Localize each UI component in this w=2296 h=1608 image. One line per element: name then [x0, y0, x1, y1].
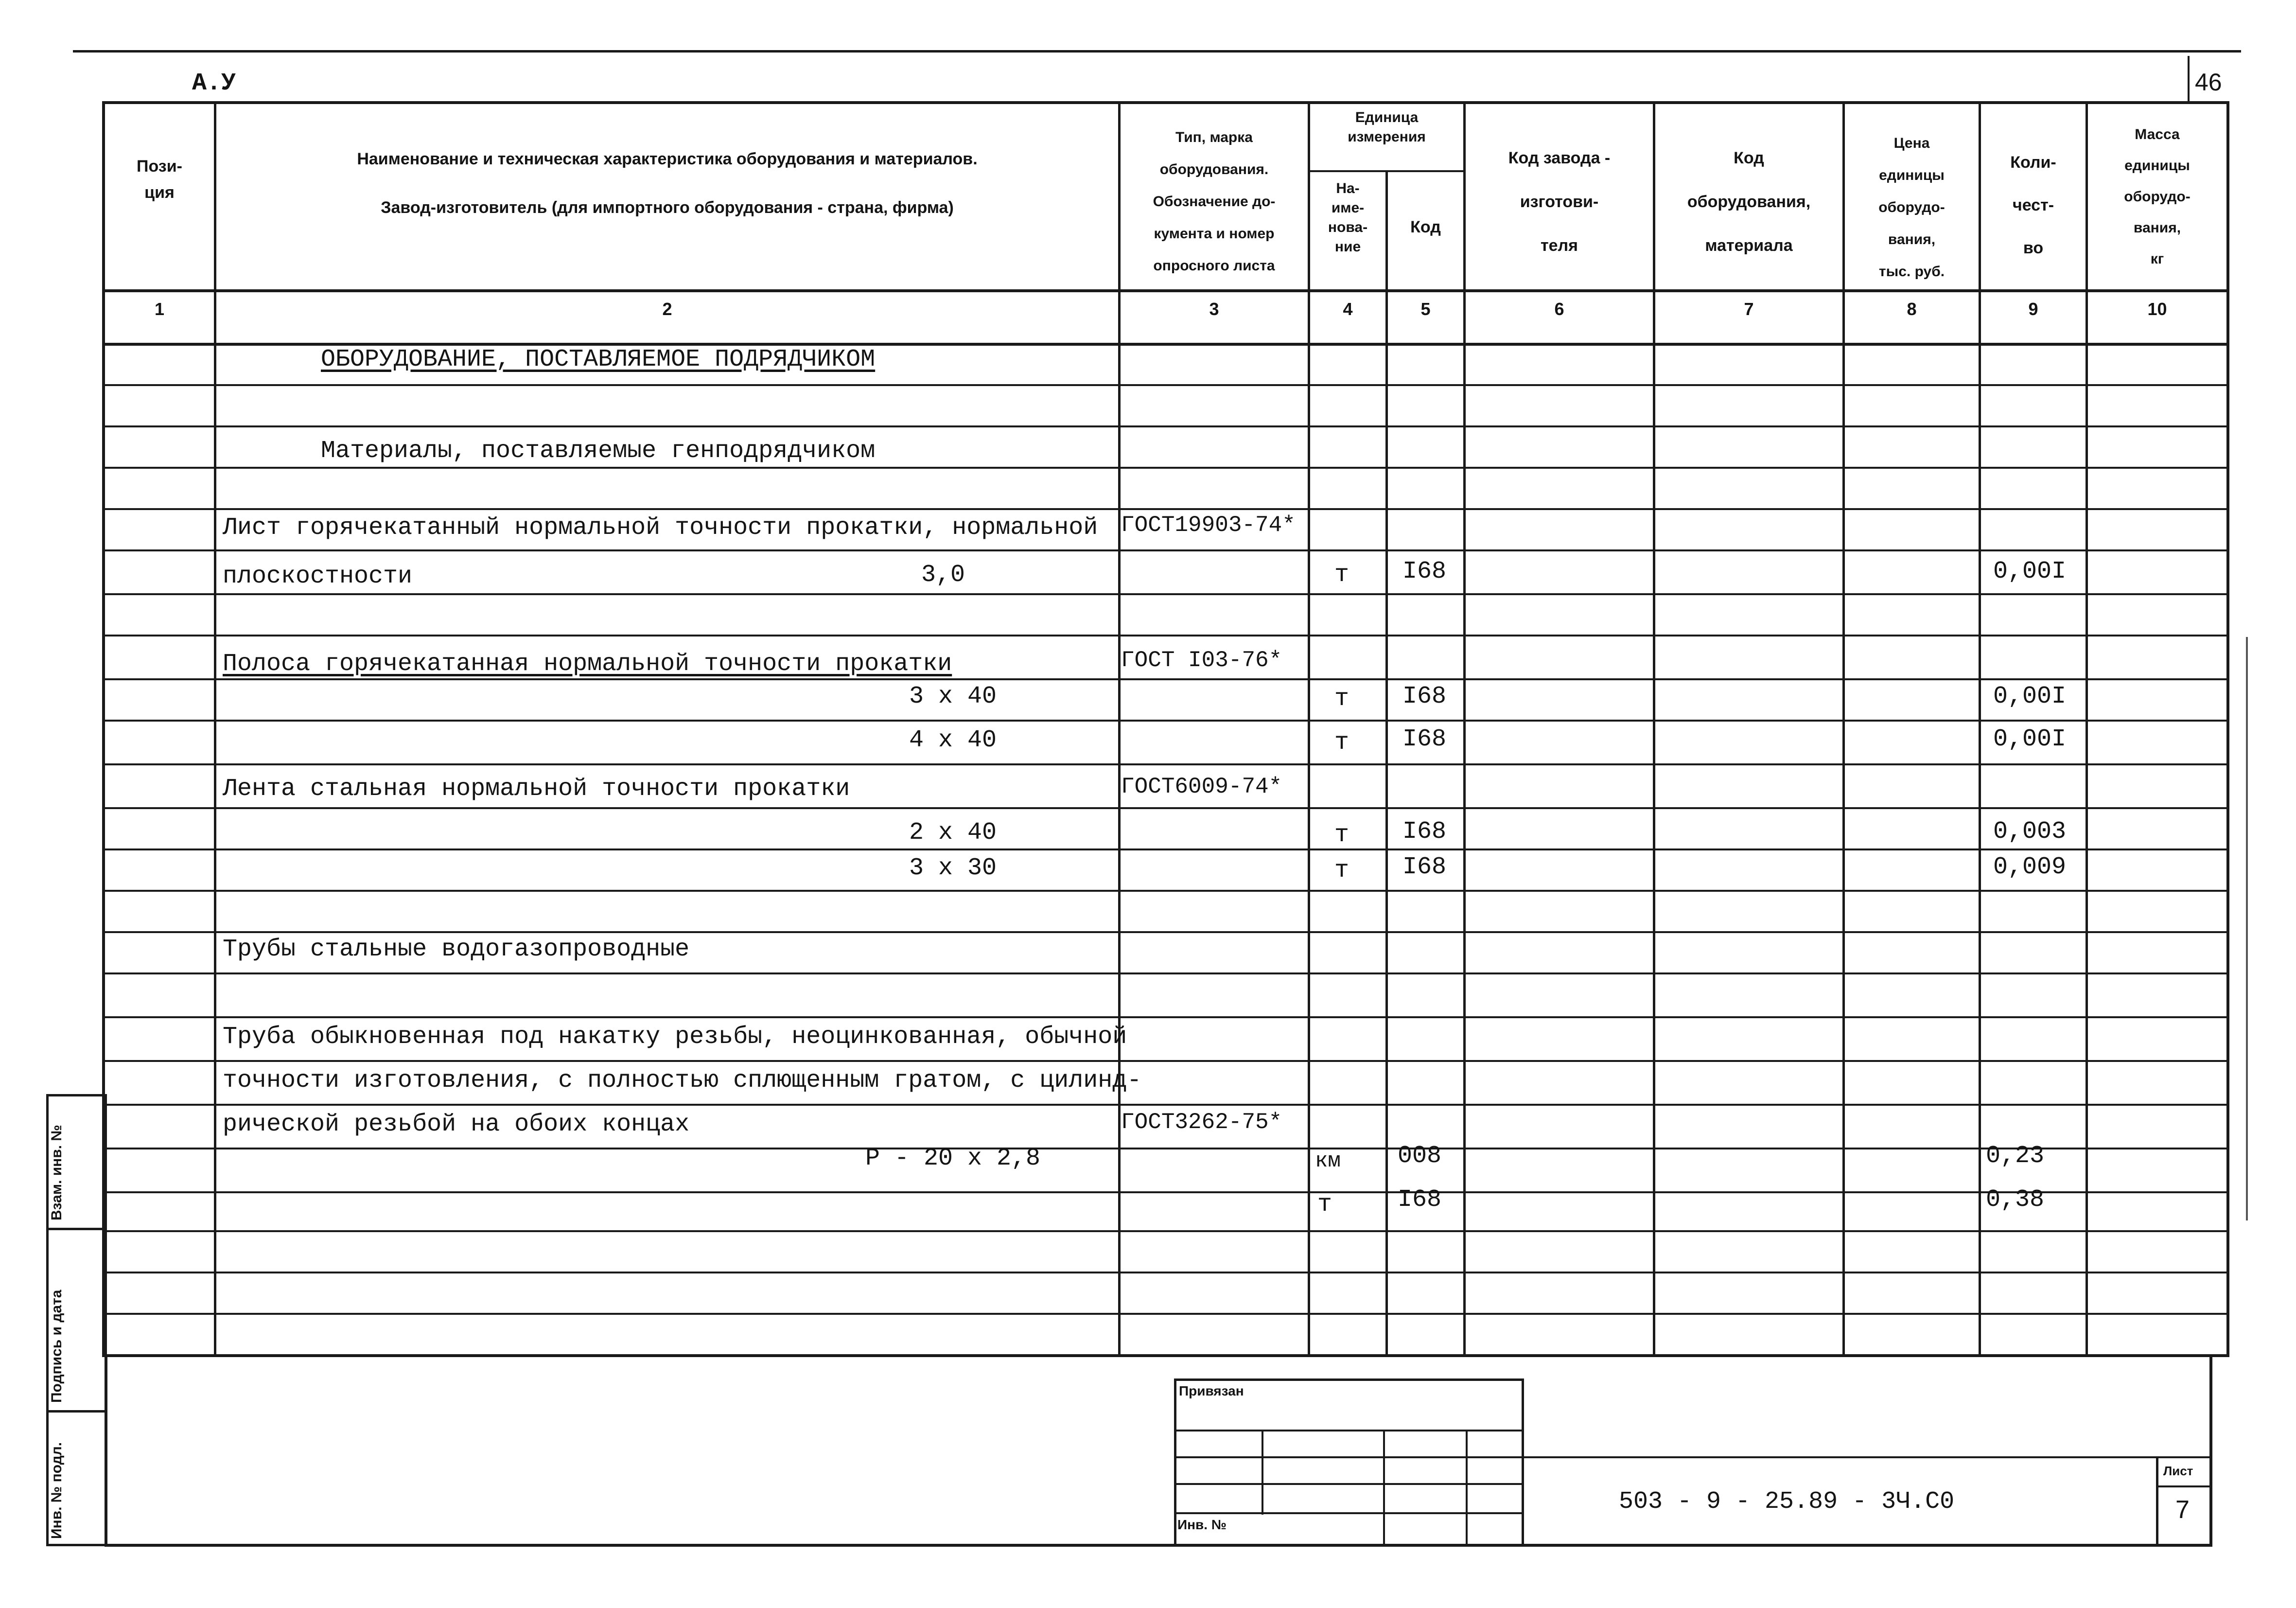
header-type: Тип, марка оборудования. Обозначение до- кумента и номер опросного листа: [1153, 129, 1276, 274]
item-quantity: 0,00I: [1993, 558, 2067, 585]
item-document: ГОСТ6009-74*: [1121, 774, 1282, 799]
column-number-7: 7: [1744, 299, 1754, 319]
item-quantity: 0,003: [1993, 818, 2067, 846]
item-quantity: 0,009: [1993, 853, 2067, 881]
subsection-title: Материалы, поставляемые генподрядчиком: [321, 437, 876, 465]
item-unit-code: I68: [1402, 725, 1447, 753]
item-unit: т: [1334, 821, 1350, 849]
top-rule: [73, 50, 2241, 53]
corner-mark: А.У: [192, 70, 236, 97]
item-unit-code: I68: [1402, 818, 1447, 846]
item-unit: т: [1334, 857, 1350, 884]
item-document: ГОСТ I03-76*: [1121, 648, 1282, 673]
item-size: 2 х 40: [909, 819, 997, 847]
item-size: 4 х 40: [909, 726, 997, 754]
header-factory-code: Код завода - изготови- теля: [1508, 149, 1611, 255]
item-document: ГОСТ3262-75*: [1121, 1110, 1282, 1135]
header-price: Цена единицы оборудо- вания, тыс. руб.: [1878, 135, 1945, 280]
item-name: плоскостности: [223, 563, 413, 590]
item-name: Полоса горячекатанная нормальной точности прокатки: [223, 650, 952, 678]
item-unit-code: 008: [1398, 1142, 1442, 1170]
item-unit: т: [1317, 1191, 1332, 1219]
item-size: Р - 20 х 2,8: [865, 1145, 1041, 1172]
column-number-1: 1: [154, 299, 165, 319]
column-number-4: 4: [1343, 299, 1353, 319]
side-label-inv-podl: Инв. № подл.: [49, 1442, 65, 1539]
privyazan-label: Привязан: [1179, 1383, 1244, 1398]
item-name: Труба обыкновенная под накатку резьбы, неоцинкованная, обычной: [223, 1023, 1127, 1051]
item-name: точности изготовления, с полностью сплющенным гратом, с цилинд-: [223, 1067, 1142, 1095]
header-unit-group: Единица измерения: [1348, 109, 1426, 145]
column-number-8: 8: [1907, 299, 1917, 319]
column-number-3: 3: [1209, 299, 1219, 319]
column-number-6: 6: [1554, 299, 1564, 319]
header-material-code: Код оборудования, материала: [1687, 149, 1811, 255]
header-mass: Масса единицы оборудо- вания, кг: [2124, 126, 2191, 267]
item-size: 3 х 30: [909, 854, 997, 882]
column-number-5: 5: [1420, 299, 1431, 319]
item-unit: км: [1315, 1149, 1341, 1173]
header-name-line2: Завод-изготовитель (для импортного оборудования - страна, фирма): [381, 198, 954, 217]
item-unit: т: [1334, 729, 1350, 757]
page-number: 46: [2195, 69, 2222, 96]
column-number-9: 9: [2028, 299, 2038, 319]
item-group-title: Трубы стальные водогазопроводные: [223, 936, 690, 963]
side-label-vzam: Взам. инв. №: [49, 1125, 65, 1220]
item-unit-code: I68: [1402, 853, 1447, 881]
header-unit-name: На- име- нова- ние: [1328, 180, 1368, 255]
item-size: 3,0: [921, 561, 965, 589]
item-quantity: 0,23: [1986, 1142, 2045, 1170]
section-title: ОБОРУДОВАНИЕ, ПОСТАВЛЯЕМОЕ ПОДРЯДЧИКОМ: [321, 346, 876, 373]
item-unit: т: [1334, 685, 1350, 713]
list-label: Лист: [2163, 1464, 2193, 1478]
side-label-podpis: Подпись и дата: [49, 1290, 65, 1403]
item-unit-code: I68: [1402, 558, 1447, 585]
item-name: Лист горячекатанный нормальной точности прокатки, нормальной: [223, 514, 1098, 542]
document-designation: 503 - 9 - 25.89 - 3Ч.С0: [1619, 1488, 1955, 1516]
item-unit: т: [1334, 561, 1350, 589]
item-name: Лента стальная нормальной точности прокатки: [223, 775, 850, 803]
item-quantity: 0,00I: [1993, 683, 2067, 710]
item-unit-code: I68: [1398, 1186, 1442, 1214]
item-quantity: 0,00I: [1993, 725, 2067, 753]
item-document: ГОСТ19903-74*: [1121, 512, 1296, 538]
list-number: 7: [2175, 1496, 2190, 1524]
header-position: Пози- ция: [137, 157, 182, 202]
item-quantity: 0,38: [1986, 1186, 2045, 1214]
column-number-2: 2: [662, 299, 672, 319]
inv-no-label: Инв. №: [1177, 1517, 1227, 1532]
item-size: 3 х 40: [909, 683, 997, 710]
column-number-10: 10: [2147, 299, 2167, 319]
header-unit-code: Код: [1410, 218, 1441, 236]
item-name: рической резьбой на обоих концах: [223, 1111, 690, 1138]
item-unit-code: I68: [1402, 683, 1447, 710]
page-number-divider: [2188, 56, 2190, 102]
header-quantity: Коли- чест- во: [2010, 153, 2056, 257]
scan-edge-mark: [2246, 637, 2248, 1220]
header-name-line1: Наименование и техническая характеристика оборудования и материалов.: [357, 150, 978, 168]
